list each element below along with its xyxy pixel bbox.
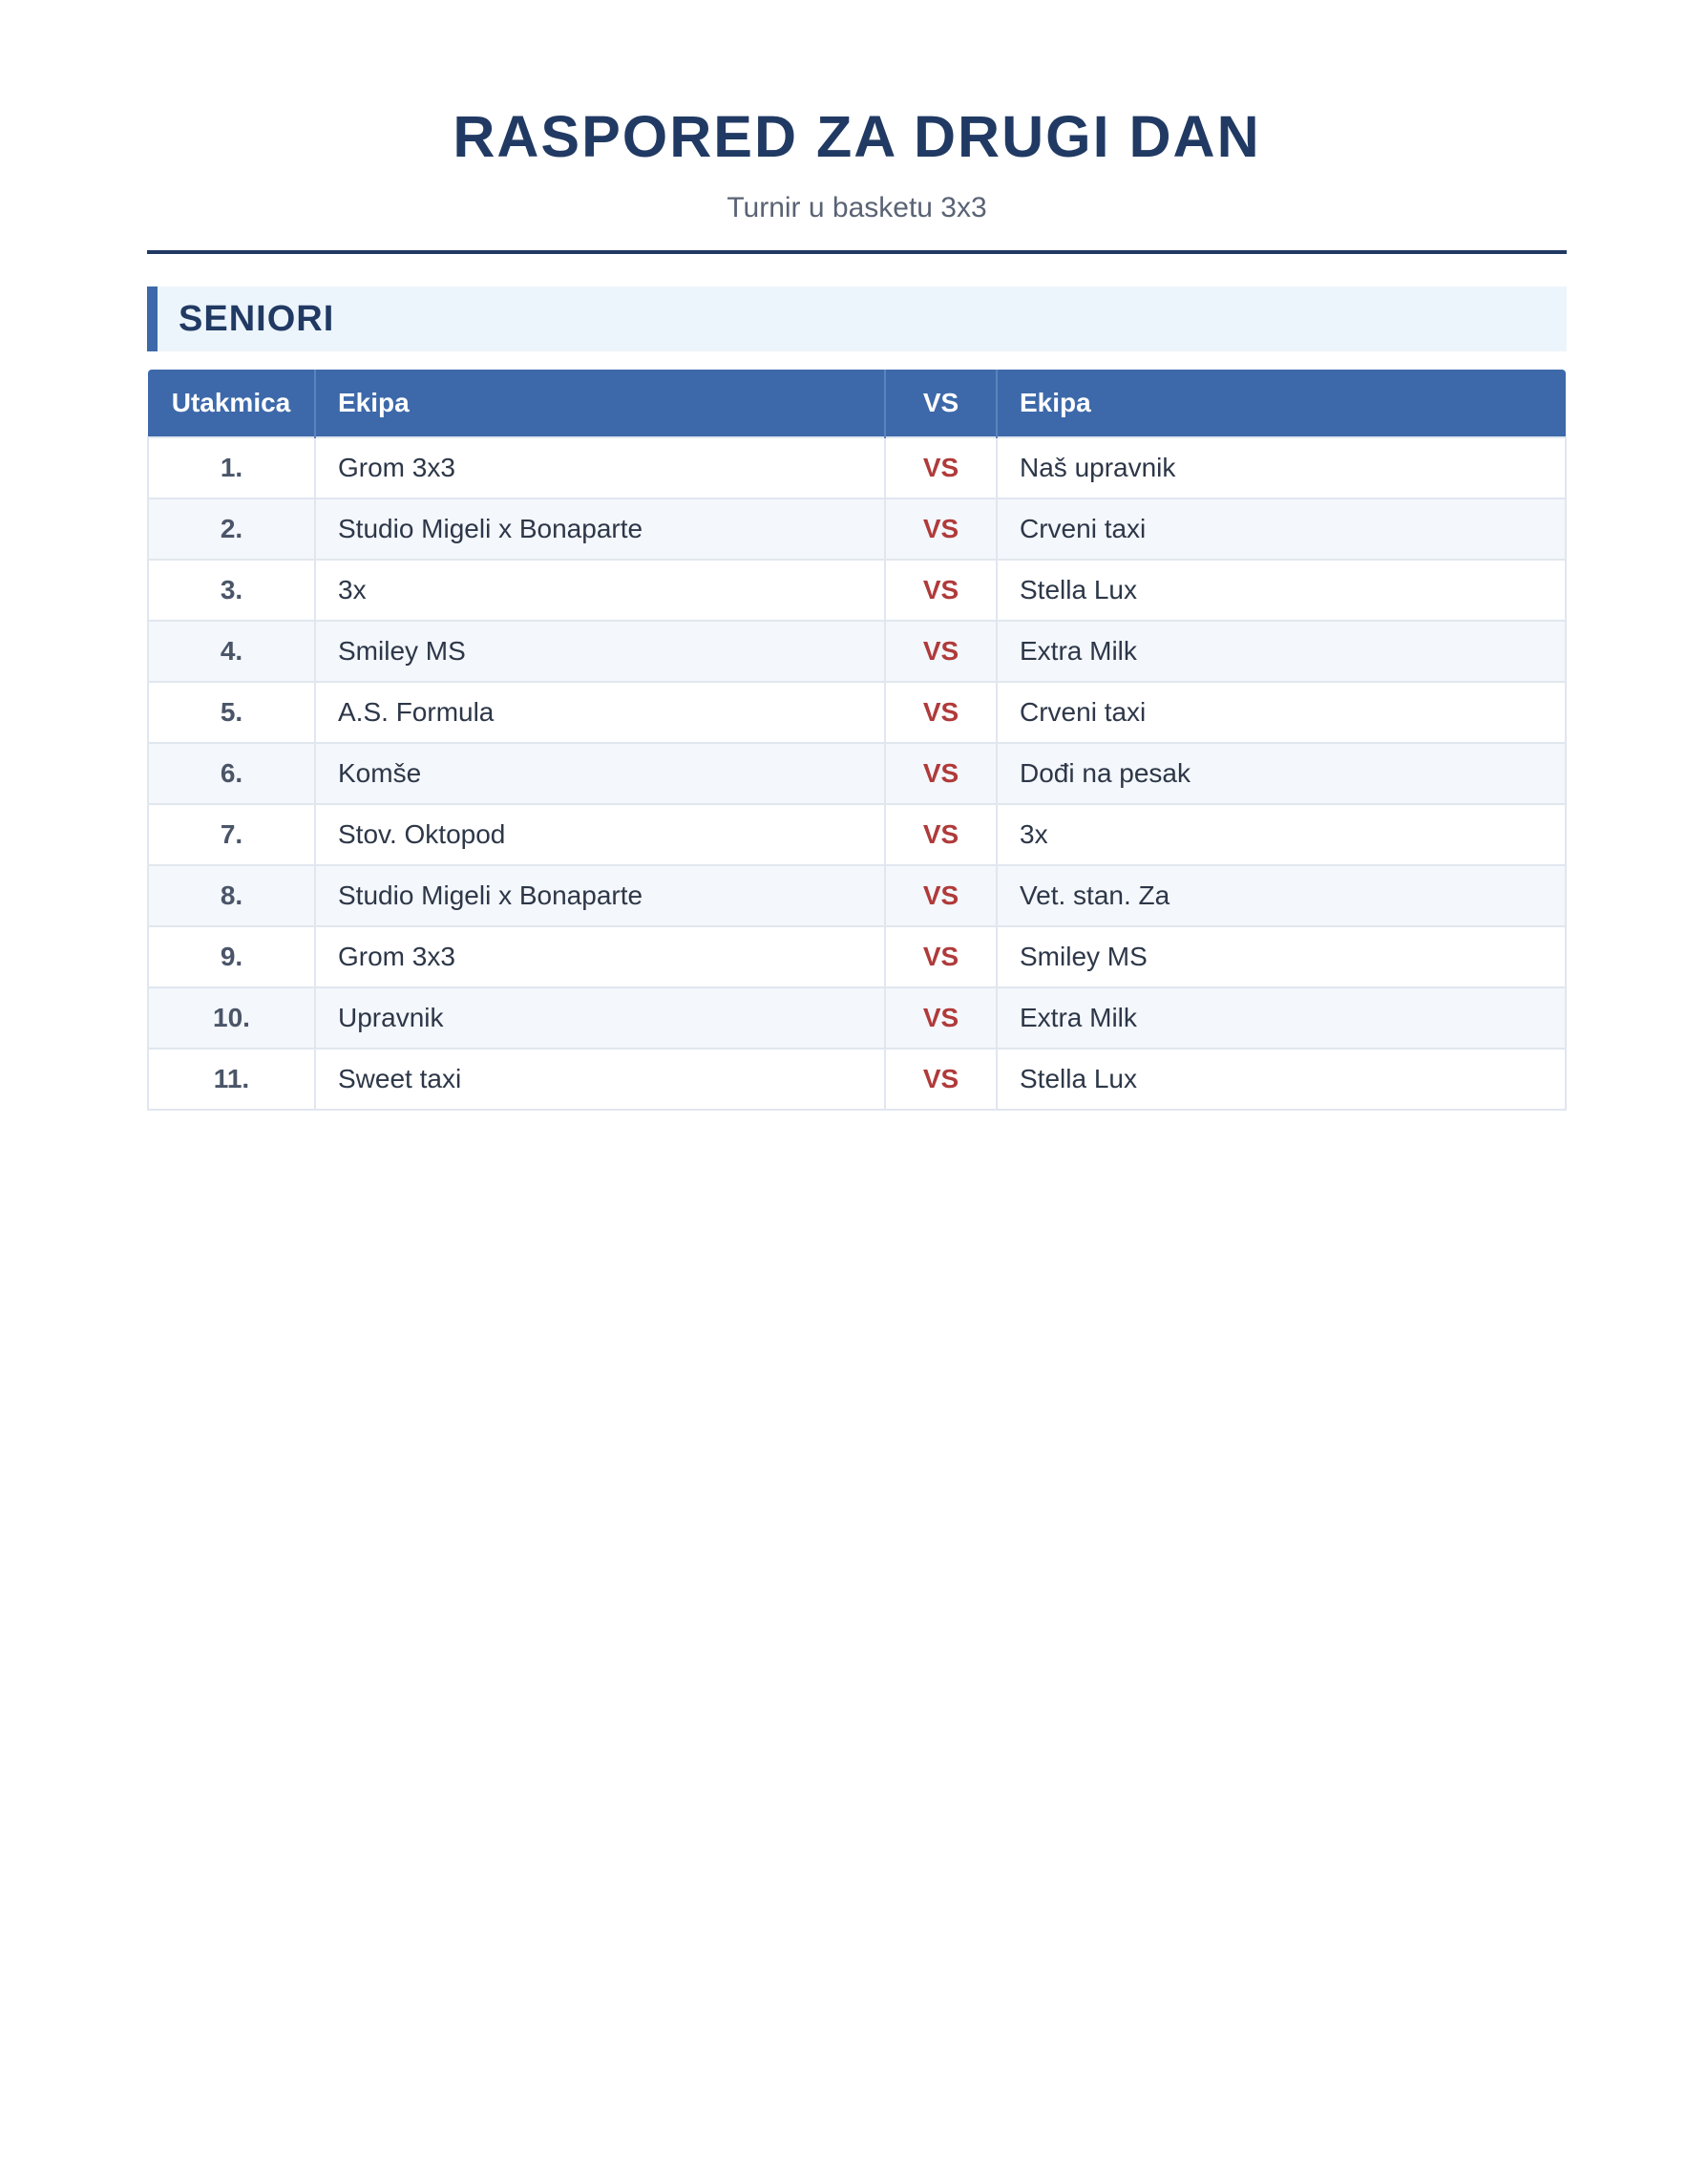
document-page	[147, 0, 1567, 1111]
table-row	[148, 1049, 1566, 1110]
away-team-cell: Stella Lux	[997, 1049, 1566, 1110]
away-team-cell: Crveni taxi	[997, 498, 1566, 560]
match-number-cell: 3.	[148, 560, 315, 621]
away-team-cell: Crveni taxi	[997, 682, 1566, 743]
match-number-cell: 6.	[148, 743, 315, 804]
vs-cell: VS	[885, 560, 997, 621]
page-title: RASPORED ZA DRUGI DAN	[453, 104, 1261, 169]
away-team-cell: Extra Milk	[997, 621, 1566, 682]
match-number-cell: 9.	[148, 926, 315, 987]
home-team-cell: Smiley MS	[315, 621, 885, 682]
home-team-cell: Stov. Oktopod	[315, 804, 885, 865]
match-number-cell: 5.	[148, 682, 315, 743]
table-row	[148, 437, 1566, 498]
away-team-cell: Smiley MS	[997, 926, 1566, 987]
table-row	[148, 498, 1566, 560]
table-row	[148, 987, 1566, 1049]
section-banner	[147, 286, 1567, 351]
vs-cell: VS	[885, 498, 997, 560]
match-number-cell: 2.	[148, 498, 315, 560]
section-title: SENIORI	[179, 298, 335, 339]
home-team-cell: Studio Migeli x Bonaparte	[315, 498, 885, 560]
vs-cell: VS	[885, 804, 997, 865]
vs-cell: VS	[885, 743, 997, 804]
match-number-cell: 1.	[148, 437, 315, 498]
column-header-match: Utakmica	[148, 370, 315, 437]
match-number-cell: 11.	[148, 1049, 315, 1110]
table-header	[148, 370, 1566, 437]
away-team-cell: Dođi na pesak	[997, 743, 1566, 804]
home-team-cell: Upravnik	[315, 987, 885, 1049]
header-divider	[147, 250, 1567, 254]
table-body	[148, 437, 1566, 1110]
away-team-cell: Extra Milk	[997, 987, 1566, 1049]
home-team-cell: Grom 3x3	[315, 437, 885, 498]
document-header	[147, 0, 1567, 225]
table-row	[148, 560, 1566, 621]
match-number-cell: 8.	[148, 865, 315, 926]
vs-cell: VS	[885, 437, 997, 498]
vs-cell: VS	[885, 865, 997, 926]
table-header-row	[148, 370, 1566, 437]
home-team-cell: 3x	[315, 560, 885, 621]
home-team-cell: Sweet taxi	[315, 1049, 885, 1110]
away-team-cell: Stella Lux	[997, 560, 1566, 621]
table-row	[148, 743, 1566, 804]
home-team-cell: Komše	[315, 743, 885, 804]
table-row	[148, 926, 1566, 987]
match-number-cell: 4.	[148, 621, 315, 682]
vs-cell: VS	[885, 926, 997, 987]
vs-cell: VS	[885, 987, 997, 1049]
vs-cell: VS	[885, 682, 997, 743]
match-schedule-table	[147, 370, 1567, 1111]
column-header-team-away: Ekipa	[997, 370, 1566, 437]
vs-cell: VS	[885, 1049, 997, 1110]
away-team-cell: Naš upravnik	[997, 437, 1566, 498]
match-number-cell: 10.	[148, 987, 315, 1049]
home-team-cell: Studio Migeli x Bonaparte	[315, 865, 885, 926]
table-row	[148, 865, 1566, 926]
away-team-cell: Vet. stan. Za	[997, 865, 1566, 926]
column-header-team-home: Ekipa	[315, 370, 885, 437]
away-team-cell: 3x	[997, 804, 1566, 865]
page-subtitle: Turnir u basketu 3x3	[727, 192, 987, 223]
home-team-cell: A.S. Formula	[315, 682, 885, 743]
table-row	[148, 621, 1566, 682]
home-team-cell: Grom 3x3	[315, 926, 885, 987]
vs-cell: VS	[885, 621, 997, 682]
match-number-cell: 7.	[148, 804, 315, 865]
table-row	[148, 682, 1566, 743]
column-header-vs: VS	[885, 370, 997, 437]
table-row	[148, 804, 1566, 865]
